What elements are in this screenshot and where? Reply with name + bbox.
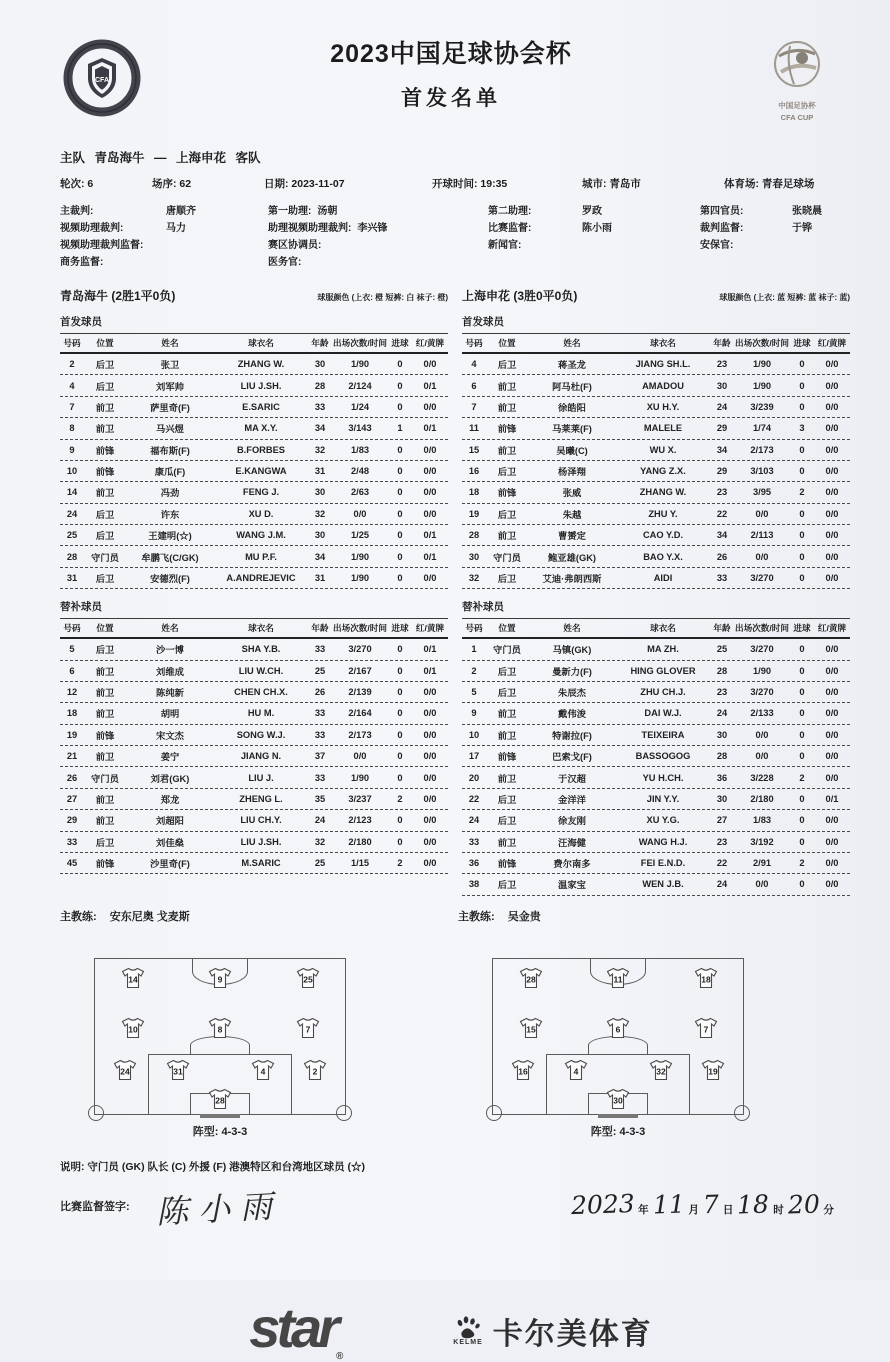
corner-arc bbox=[336, 1105, 352, 1121]
player-row: 10 前卫 特谢拉(F) TEIXEIRA 30 0/0 0 0/0 bbox=[462, 725, 850, 746]
coaches-row bbox=[60, 908, 842, 924]
player-row: 12 前卫 陈纯新 CHEN CH.X. 26 2/139 0 0/0 bbox=[60, 682, 448, 703]
column-header: 进球 bbox=[793, 623, 811, 634]
document-header bbox=[60, 26, 842, 138]
svg-text:25: 25 bbox=[302, 974, 313, 985]
player-jersey-2 bbox=[302, 1059, 328, 1081]
home-coach-label: 主教练: bbox=[60, 910, 97, 923]
svg-text:7: 7 bbox=[305, 1024, 310, 1035]
column-header: 球衣名 bbox=[248, 338, 274, 348]
svg-text:11: 11 bbox=[613, 974, 623, 985]
handwritten-number: 2023 bbox=[570, 1188, 635, 1220]
officials-grid bbox=[60, 203, 842, 271]
player-jersey-7 bbox=[693, 1017, 719, 1039]
svg-text:10: 10 bbox=[127, 1024, 138, 1035]
home-coach-name: 安东尼奥 戈麦斯 bbox=[109, 910, 190, 923]
star-logo: star$_®$ bbox=[249, 1295, 344, 1362]
player-row: 30 守门员 鲍亚雄(GK) BAO Y.X. 26 0/0 0 0/0 bbox=[462, 546, 850, 567]
date-unit-label: 日 bbox=[722, 1203, 734, 1216]
match-info-row bbox=[60, 176, 842, 191]
player-row: 16 后卫 杨泽翔 YANG Z.X. 29 3/103 0 0/0 bbox=[462, 461, 850, 482]
player-row: 28 守门员 牟鹏飞(C/GK) MU P.F. 34 1/90 0 0/1 bbox=[60, 546, 448, 567]
svg-text:CFA: CFA bbox=[95, 77, 109, 84]
away-coach-line bbox=[458, 908, 842, 924]
player-jersey-11 bbox=[605, 967, 631, 989]
svg-text:16: 16 bbox=[518, 1066, 528, 1077]
official-cell bbox=[700, 220, 842, 237]
column-header: 姓名 bbox=[563, 338, 581, 348]
official-label: 主裁判: bbox=[60, 206, 94, 217]
column-header: 出场次数/时间 bbox=[735, 623, 789, 634]
svg-text:7: 7 bbox=[703, 1024, 708, 1035]
svg-text:28: 28 bbox=[215, 1095, 225, 1106]
official-cell bbox=[60, 203, 268, 220]
player-jersey-7 bbox=[295, 1017, 321, 1039]
player-row: 33 后卫 刘佳燊 LIU J.SH. 32 2/180 0 0/0 bbox=[60, 832, 448, 853]
away-team-column bbox=[462, 287, 850, 896]
player-row: 29 前卫 刘超阳 LIU CH.Y. 24 2/123 0 0/0 bbox=[60, 810, 448, 831]
svg-text:9: 9 bbox=[217, 974, 223, 985]
official-name: 汤朝 bbox=[317, 206, 338, 217]
player-row: 28 前卫 曹赟定 CAO Y.D. 34 2/113 0 0/0 bbox=[462, 525, 850, 546]
column-header: 姓名 bbox=[161, 338, 179, 348]
svg-text:32: 32 bbox=[655, 1066, 666, 1077]
column-header: 红/黄牌 bbox=[415, 338, 445, 348]
official-name: 唐顺齐 bbox=[166, 206, 196, 217]
official-label: 第二助理: bbox=[488, 206, 532, 217]
player-jersey-6 bbox=[605, 1017, 631, 1039]
official-cell bbox=[268, 254, 488, 271]
player-jersey-30 bbox=[605, 1088, 631, 1110]
official-label: 助理视频助理裁判: bbox=[268, 223, 352, 234]
vs-dash: — bbox=[154, 151, 167, 165]
home-coach-line bbox=[60, 908, 444, 924]
official-label: 裁判监督: bbox=[700, 223, 744, 234]
player-row: 4 后卫 刘军帅 LIU J.SH. 28 2/124 0 0/1 bbox=[60, 375, 448, 396]
player-row: 10 前锋 康瓜(F) E.KANGWA 31 2/48 0 0/0 bbox=[60, 461, 448, 482]
column-header: 进球 bbox=[391, 623, 409, 634]
player-row: 18 前卫 胡明 HU M. 33 2/164 0 0/0 bbox=[60, 703, 448, 724]
away-subs-table bbox=[462, 618, 850, 896]
sponsors-row bbox=[60, 1295, 842, 1362]
player-jersey-4 bbox=[563, 1059, 589, 1081]
column-header: 姓名 bbox=[161, 623, 179, 634]
handwritten-date bbox=[569, 1190, 836, 1219]
away-coach-name: 吴金贵 bbox=[507, 910, 541, 923]
home-formation-label: 阵型: 4-3-3 bbox=[192, 1125, 248, 1138]
column-header: 年龄 bbox=[311, 623, 329, 634]
player-jersey-9 bbox=[207, 967, 233, 989]
player-jersey-16 bbox=[510, 1059, 536, 1081]
player-row: 33 前卫 汪海健 WANG H.J. 23 3/192 0 0/0 bbox=[462, 832, 850, 853]
formations-row bbox=[60, 940, 842, 1139]
table-header bbox=[60, 334, 448, 354]
column-header: 号码 bbox=[63, 338, 81, 348]
kelme-paw-icon bbox=[455, 1315, 481, 1339]
player-row: 31 后卫 安德烈(F) A.ANDREJEVIC 31 1/90 0 0/0 bbox=[60, 568, 448, 589]
svg-text:4: 4 bbox=[573, 1066, 578, 1077]
match-info-item: 体育场: 青春足球场 bbox=[724, 178, 815, 190]
home-team-kit: 球服颜色 (上衣: 橙 短裤: 白 袜子: 橙) bbox=[317, 293, 448, 302]
away-team-record: 上海申花 (3胜0平0负) bbox=[462, 289, 578, 303]
official-cell bbox=[488, 203, 700, 220]
official-cell bbox=[488, 220, 700, 237]
player-row: 18 前锋 张威 ZHANG W. 23 3/95 2 0/0 bbox=[462, 482, 850, 503]
official-label: 视频助理裁判监督: bbox=[60, 240, 144, 251]
date-unit-label: 分 bbox=[823, 1203, 834, 1216]
player-row: 24 后卫 许东 XU D. 32 0/0 0 0/0 bbox=[60, 504, 448, 525]
official-cell bbox=[60, 220, 268, 237]
official-name: 罗政 bbox=[582, 206, 602, 217]
player-row: 8 前卫 马兴煜 MA X.Y. 34 3/143 1 0/1 bbox=[60, 418, 448, 439]
official-cell bbox=[488, 237, 700, 254]
player-jersey-15 bbox=[518, 1017, 544, 1039]
column-header: 年龄 bbox=[713, 623, 731, 634]
official-label: 视频助理裁判: bbox=[60, 223, 124, 234]
column-header: 球衣名 bbox=[248, 623, 274, 634]
svg-text:24: 24 bbox=[120, 1066, 130, 1077]
player-row: 36 前锋 费尔南多 FEI E.N.D. 22 2/91 2 0/0 bbox=[462, 853, 850, 874]
player-jersey-14 bbox=[120, 967, 146, 989]
column-header: 位置 bbox=[96, 338, 114, 348]
cfa-cup-logo bbox=[766, 38, 828, 123]
svg-text:18: 18 bbox=[700, 974, 711, 985]
player-row: 11 前锋 马莱莱(F) MALELE 29 1/74 3 0/0 bbox=[462, 418, 850, 439]
svg-text:30: 30 bbox=[613, 1095, 623, 1106]
away-formation-label: 阵型: 4-3-3 bbox=[590, 1125, 646, 1138]
official-label: 医务官: bbox=[268, 257, 302, 268]
cfa-cup-caption-cn: 中国足协杯 bbox=[778, 101, 816, 110]
column-header: 球衣名 bbox=[650, 338, 676, 348]
column-header: 红/黄牌 bbox=[415, 623, 445, 634]
player-jersey-18 bbox=[693, 967, 719, 989]
official-name: 张晓晨 bbox=[792, 206, 822, 217]
home-starters-label: 首发球员 bbox=[60, 316, 102, 328]
official-label: 赛区协调员: bbox=[268, 240, 322, 251]
home-starters-table bbox=[60, 333, 448, 589]
corner-arc bbox=[734, 1105, 750, 1121]
column-header: 出场次数/时间 bbox=[333, 623, 387, 634]
player-jersey-8 bbox=[207, 1017, 233, 1039]
player-row: 4 后卫 蒋圣龙 JIANG SH.L. 23 1/90 0 0/0 bbox=[462, 354, 850, 375]
official-cell bbox=[60, 254, 268, 271]
official-label: 第四官员: bbox=[700, 206, 744, 217]
away-subs-label: 替补球员 bbox=[462, 601, 504, 614]
page-title: 2023中国足球协会杯 bbox=[330, 40, 572, 68]
page-subtitle: 首发名单 bbox=[401, 87, 501, 110]
home-subs-table bbox=[60, 618, 448, 874]
svg-text:15: 15 bbox=[525, 1024, 536, 1035]
handwritten-number: 11 bbox=[652, 1189, 685, 1220]
player-row: 14 前卫 冯劲 FENG J. 30 2/63 0 0/0 bbox=[60, 482, 448, 503]
player-row: 2 后卫 曼新力(F) HING GLOVER 28 1/90 0 0/0 bbox=[462, 661, 850, 682]
column-header: 进球 bbox=[391, 338, 409, 348]
column-header: 进球 bbox=[793, 338, 811, 348]
column-header: 年龄 bbox=[713, 338, 731, 348]
corner-arc bbox=[88, 1105, 104, 1121]
teams-section bbox=[60, 287, 850, 896]
legend-note: 说明: 守门员 (GK) 队长 (C) 外援 (F) 港澳特区和台湾地区球员 (☆) bbox=[60, 1160, 366, 1173]
table-header bbox=[462, 334, 850, 354]
away-starters-label: 首发球员 bbox=[462, 316, 504, 328]
player-row: 5 后卫 朱辰杰 ZHU CH.J. 23 3/270 0 0/0 bbox=[462, 682, 850, 703]
goal-line bbox=[598, 1114, 638, 1118]
corner-arc bbox=[486, 1105, 502, 1121]
svg-text:2: 2 bbox=[312, 1066, 318, 1077]
away-label: 客队 bbox=[235, 151, 261, 165]
cfa-cup-caption-en: CFA CUP bbox=[780, 112, 814, 122]
svg-text:6: 6 bbox=[615, 1024, 621, 1035]
official-label: 商务监督: bbox=[60, 257, 104, 268]
official-label: 新闻官: bbox=[488, 240, 522, 251]
official-label: 第一助理: bbox=[268, 206, 312, 217]
official-name: 陈小雨 bbox=[582, 223, 612, 234]
registered-mark: ® bbox=[335, 1350, 344, 1362]
goal-line bbox=[200, 1114, 240, 1118]
official-cell bbox=[700, 254, 842, 271]
official-label: 安保官: bbox=[700, 240, 734, 251]
kelme-wordmark: KELME bbox=[453, 1339, 483, 1347]
date-unit-label: 月 bbox=[688, 1203, 699, 1216]
away-team-name: 上海申花 bbox=[175, 151, 226, 165]
cfa-cup-ball-icon bbox=[766, 38, 828, 94]
player-row: 27 前卫 郑龙 ZHENG L. 35 3/237 2 0/0 bbox=[60, 789, 448, 810]
official-cell bbox=[700, 203, 842, 220]
official-label: 比赛监督: bbox=[488, 223, 532, 234]
player-row: 17 前锋 巴索戈(F) BASSOGOG 28 0/0 0 0/0 bbox=[462, 746, 850, 767]
date-unit-label: 年 bbox=[638, 1203, 649, 1216]
match-info-item: 日期: 2023-11-07 bbox=[264, 178, 345, 190]
svg-text:31: 31 bbox=[172, 1066, 183, 1077]
home-pitch-diagram bbox=[94, 958, 346, 1115]
table-header bbox=[60, 619, 448, 639]
player-jersey-31 bbox=[165, 1059, 191, 1081]
column-header: 年龄 bbox=[311, 338, 329, 348]
away-team-kit: 球服颜色 (上衣: 蓝 短裤: 蓝 袜子: 蓝) bbox=[719, 293, 850, 302]
column-header: 号码 bbox=[465, 623, 483, 634]
home-formation bbox=[94, 958, 346, 1139]
player-row: 22 后卫 金洋洋 JIN Y.Y. 30 2/180 0 0/1 bbox=[462, 789, 850, 810]
away-coach-label: 主教练: bbox=[458, 910, 495, 923]
player-row: 21 前卫 姜宁 JIANG N. 37 0/0 0 0/0 bbox=[60, 746, 448, 767]
svg-text:4: 4 bbox=[260, 1066, 265, 1077]
home-team-column bbox=[60, 287, 448, 896]
player-row: 26 守门员 刘君(GK) LIU J. 33 1/90 0 0/0 bbox=[60, 767, 448, 788]
player-row: 7 前卫 萨里奇(F) E.SARIC 33 1/24 0 0/0 bbox=[60, 397, 448, 418]
official-cell bbox=[60, 237, 268, 254]
handwritten-number: 7 bbox=[702, 1189, 720, 1219]
player-row: 15 前卫 吴曦(C) WU X. 34 2/173 0 0/0 bbox=[462, 440, 850, 461]
player-row: 2 后卫 张卫 ZHANG W. 30 1/90 0 0/0 bbox=[60, 354, 448, 375]
player-row: 9 前锋 福布斯(F) B.FORBES 32 1/83 0 0/0 bbox=[60, 440, 448, 461]
home-team-name: 青岛海牛 bbox=[94, 151, 145, 165]
teams-line bbox=[60, 148, 842, 166]
player-row: 7 前卫 徐皓阳 XU H.Y. 24 3/239 0 0/0 bbox=[462, 397, 850, 418]
player-row: 9 前卫 戴伟浚 DAI W.J. 24 2/133 0 0/0 bbox=[462, 703, 850, 724]
column-header: 位置 bbox=[498, 338, 516, 348]
match-info-item: 轮次: 6 bbox=[60, 178, 94, 190]
away-starters-table bbox=[462, 333, 850, 589]
svg-text:19: 19 bbox=[708, 1066, 718, 1077]
handwritten-number: 20 bbox=[787, 1189, 820, 1220]
kelme-chinese-name: 卡尔美体育 bbox=[492, 1317, 653, 1351]
player-row: 19 后卫 朱越 ZHU Y. 22 0/0 0 0/0 bbox=[462, 504, 850, 525]
player-jersey-32 bbox=[648, 1059, 674, 1081]
match-info-item: 开球时间: 19:35 bbox=[432, 178, 508, 190]
player-row: 6 前卫 刘维成 LIU W.CH. 25 2/167 0 0/1 bbox=[60, 661, 448, 682]
column-header: 号码 bbox=[63, 623, 81, 634]
official-cell bbox=[268, 203, 488, 220]
player-row: 6 前卫 阿马杜(F) AMADOU 30 1/90 0 0/0 bbox=[462, 375, 850, 396]
kelme-logo bbox=[453, 1309, 653, 1353]
column-header: 红/黄牌 bbox=[817, 338, 847, 348]
official-cell bbox=[700, 237, 842, 254]
column-header: 位置 bbox=[498, 623, 516, 634]
player-jersey-10 bbox=[120, 1017, 146, 1039]
date-unit-label: 时 bbox=[773, 1203, 784, 1216]
home-team-record: 青岛海牛 (2胜1平0负) bbox=[60, 289, 176, 303]
column-header: 球衣名 bbox=[650, 623, 676, 634]
official-name: 马力 bbox=[166, 223, 186, 234]
player-row: 25 后卫 王建明(☆) WANG J.M. 30 1/25 0 0/1 bbox=[60, 525, 448, 546]
supervisor-sign-label: 比赛监督签字: bbox=[60, 1200, 130, 1213]
svg-text:14: 14 bbox=[127, 974, 138, 985]
signature-row bbox=[60, 1184, 842, 1254]
home-label: 主队 bbox=[60, 151, 86, 165]
player-row: 32 后卫 艾迪·弗朗西斯 AIDI 33 3/270 0 0/0 bbox=[462, 568, 850, 589]
official-cell bbox=[488, 254, 700, 271]
official-cell bbox=[268, 237, 488, 254]
official-name: 于铧 bbox=[792, 223, 812, 234]
player-row: 5 后卫 沙一博 SHA Y.B. 33 3/270 0 0/1 bbox=[60, 639, 448, 660]
match-info-item: 场序: 62 bbox=[152, 178, 192, 190]
column-header: 号码 bbox=[465, 338, 483, 348]
away-pitch-diagram bbox=[492, 958, 744, 1115]
player-row: 24 后卫 徐友刚 XU Y.G. 27 1/83 0 0/0 bbox=[462, 810, 850, 831]
player-row: 38 后卫 温家宝 WEN J.B. 24 0/0 0 0/0 bbox=[462, 874, 850, 895]
player-jersey-25 bbox=[295, 967, 321, 989]
table-header bbox=[462, 619, 850, 639]
match-info-item: 城市: 青岛市 bbox=[582, 178, 641, 190]
column-header: 红/黄牌 bbox=[817, 623, 847, 634]
column-header: 出场次数/时间 bbox=[333, 338, 387, 348]
home-subs-label: 替补球员 bbox=[60, 601, 102, 614]
official-cell bbox=[268, 220, 488, 237]
column-header: 出场次数/时间 bbox=[735, 338, 789, 348]
player-jersey-24 bbox=[112, 1059, 138, 1081]
player-row: 19 前锋 宋文杰 SONG W.J. 33 2/173 0 0/0 bbox=[60, 725, 448, 746]
column-header: 位置 bbox=[96, 623, 114, 634]
handwritten-number: 18 bbox=[736, 1189, 770, 1220]
player-jersey-19 bbox=[700, 1059, 726, 1081]
cfa-badge-icon bbox=[64, 40, 140, 121]
player-row: 1 守门员 马镇(GK) MA ZH. 25 3/270 0 0/0 bbox=[462, 639, 850, 660]
svg-text:8: 8 bbox=[217, 1024, 223, 1035]
player-row: 45 前锋 沙里奇(F) M.SARIC 25 1/15 2 0/0 bbox=[60, 853, 448, 874]
handwritten-signature: 陈小雨 bbox=[154, 1186, 283, 1231]
svg-text:28: 28 bbox=[525, 974, 536, 985]
official-name: 李兴锋 bbox=[357, 223, 388, 234]
player-row: 20 前卫 于汉超 YU H.CH. 36 3/228 2 0/0 bbox=[462, 767, 850, 788]
player-jersey-4 bbox=[250, 1059, 276, 1081]
player-jersey-28 bbox=[518, 967, 544, 989]
player-jersey-28 bbox=[207, 1088, 233, 1110]
away-formation bbox=[492, 958, 744, 1139]
column-header: 姓名 bbox=[563, 623, 581, 634]
